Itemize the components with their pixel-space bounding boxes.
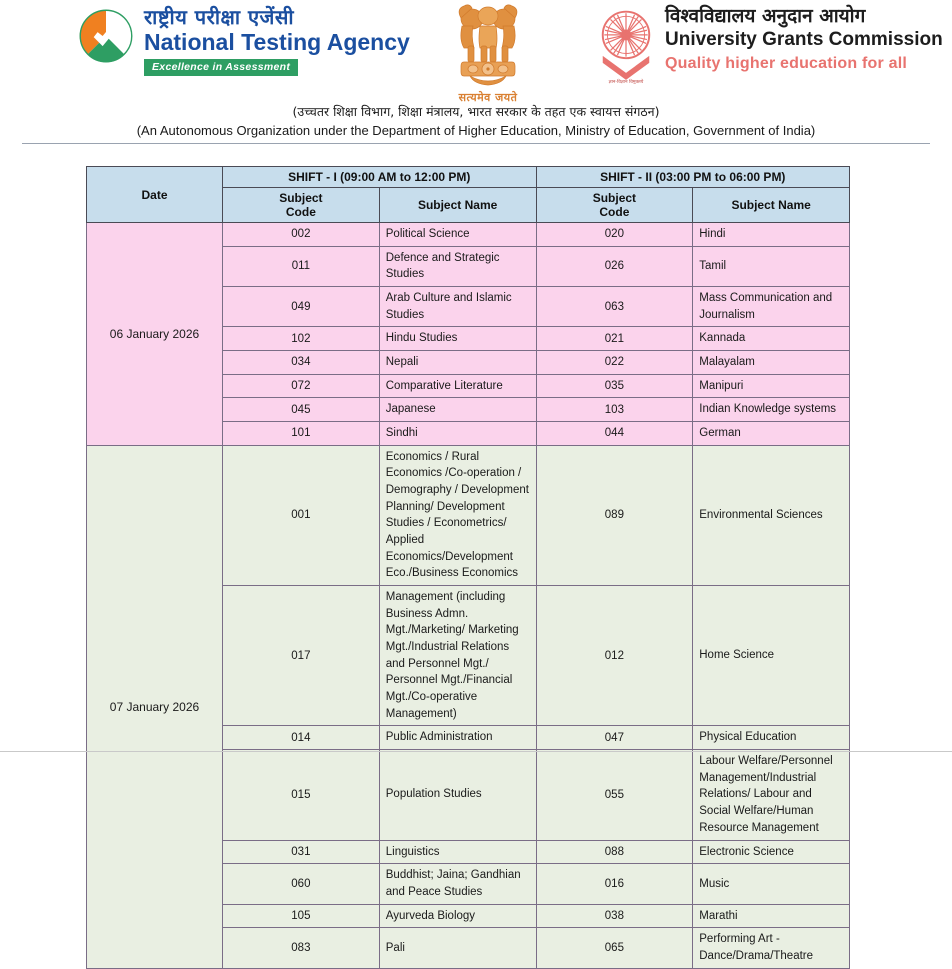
subject-code-shift1: 102 bbox=[223, 327, 380, 351]
subject-name-shift2: Manipuri bbox=[693, 374, 850, 398]
subject-code-shift2: 063 bbox=[536, 287, 693, 327]
subject-code-shift2: 044 bbox=[536, 422, 693, 446]
subject-name-shift2: Music bbox=[693, 864, 850, 904]
subject-name-shift1: Defence and Strategic Studies bbox=[379, 246, 536, 286]
subject-name-shift1: Linguistics bbox=[379, 840, 536, 864]
ugc-tagline: Quality higher education for all bbox=[665, 54, 907, 72]
nta-branding bbox=[78, 6, 410, 76]
subject-name-shift1: Arab Culture and Islamic Studies bbox=[379, 287, 536, 327]
header-subject-name-shift2: Subject Name bbox=[693, 188, 850, 223]
subject-name-shift2: Malayalam bbox=[693, 351, 850, 375]
subject-name-shift2: Indian Knowledge systems bbox=[693, 398, 850, 422]
subject-code-shift2: 103 bbox=[536, 398, 693, 422]
subject-code-shift1: 060 bbox=[223, 864, 380, 904]
subject-code-shift1: 011 bbox=[223, 246, 380, 286]
nta-english-name: National Testing Agency bbox=[144, 29, 410, 55]
nta-tagline: Excellence in Assessment bbox=[144, 59, 298, 76]
subject-code-shift2: 026 bbox=[536, 246, 693, 286]
subject-code-shift2: 055 bbox=[536, 750, 693, 840]
subject-code-shift1: 002 bbox=[223, 223, 380, 247]
header-date: Date bbox=[87, 167, 223, 223]
footer-divider bbox=[0, 751, 952, 752]
subject-code-shift2: 020 bbox=[536, 223, 693, 247]
header-subject-code-line1: Subject bbox=[592, 191, 637, 205]
subject-code-shift2: 089 bbox=[536, 445, 693, 585]
exam-date-cell: 06 January 2026 bbox=[87, 223, 223, 446]
subject-code-shift1: 049 bbox=[223, 287, 380, 327]
subject-code-shift1: 105 bbox=[223, 904, 380, 928]
ugc-hindi-name: विश्वविद्यालय अनुदान आयोग bbox=[665, 5, 866, 27]
subject-code-shift1: 015 bbox=[223, 750, 380, 840]
subject-name-shift2: German bbox=[693, 422, 850, 446]
subject-code-shift2: 012 bbox=[536, 586, 693, 726]
subject-code-shift2: 038 bbox=[536, 904, 693, 928]
header-subject-code-line2: Code bbox=[285, 205, 316, 219]
subject-code-shift1: 017 bbox=[223, 586, 380, 726]
subject-name-shift2: Performing Art - Dance/Drama/Theatre bbox=[693, 928, 850, 968]
subject-name-shift2: Hindi bbox=[693, 223, 850, 247]
nta-hindi-name: राष्ट्रीय परीक्षा एजेंसी bbox=[144, 5, 295, 29]
subject-name-shift1: Comparative Literature bbox=[379, 374, 536, 398]
subject-name-shift2: Labour Welfare/Personnel Management/Industrial Relations/ Labour and Social Welfare/Human Resource Management bbox=[693, 750, 850, 840]
subject-name-shift1: Hindu Studies bbox=[379, 327, 536, 351]
table-row bbox=[87, 223, 850, 247]
subject-code-shift1: 045 bbox=[223, 398, 380, 422]
national-emblem bbox=[428, 2, 548, 105]
subject-name-shift2: Marathi bbox=[693, 904, 850, 928]
page-header bbox=[0, 0, 952, 104]
subject-name-shift2: Mass Communication and Journalism bbox=[693, 287, 850, 327]
header-subject-code-shift2 bbox=[536, 188, 693, 223]
subject-name-shift1: Ayurveda Biology bbox=[379, 904, 536, 928]
subject-name-shift1: Nepali bbox=[379, 351, 536, 375]
header-divider bbox=[22, 143, 930, 144]
header-subject-code-line1: Subject bbox=[279, 191, 323, 205]
subject-code-shift1: 072 bbox=[223, 374, 380, 398]
header-subject-code-line2: Code bbox=[599, 205, 630, 219]
exam-date-cell: 07 January 2026 bbox=[87, 445, 223, 968]
subject-name-shift2: Electronic Science bbox=[693, 840, 850, 864]
subject-code-shift2: 021 bbox=[536, 327, 693, 351]
header-subject-name-shift1: Subject Name bbox=[379, 188, 536, 223]
table-row bbox=[87, 445, 850, 585]
subject-name-shift1: Population Studies bbox=[379, 750, 536, 840]
subject-name-shift1: Political Science bbox=[379, 223, 536, 247]
svg-text:ज्ञान-विज्ञान विमुक्तये: ज्ञान-विज्ञान विमुक्तये bbox=[608, 79, 644, 84]
subject-name-shift1: Pali bbox=[379, 928, 536, 968]
header-shift-2: SHIFT - II (03:00 PM to 06:00 PM) bbox=[536, 167, 850, 188]
org-subtitle bbox=[0, 104, 952, 139]
exam-schedule-table-wrapper bbox=[86, 166, 850, 969]
subject-code-shift1: 034 bbox=[223, 351, 380, 375]
subject-name-shift1: Buddhist; Jaina; Gandhian and Peace Studies bbox=[379, 864, 536, 904]
subject-code-shift2: 065 bbox=[536, 928, 693, 968]
subject-code-shift1: 083 bbox=[223, 928, 380, 968]
subject-code-shift1: 031 bbox=[223, 840, 380, 864]
subject-code-shift2: 022 bbox=[536, 351, 693, 375]
subject-name-shift1: Public Administration bbox=[379, 726, 536, 750]
table-header-row-top bbox=[87, 167, 850, 188]
subject-code-shift2: 088 bbox=[536, 840, 693, 864]
subject-code-shift1: 014 bbox=[223, 726, 380, 750]
subject-name-shift2: Tamil bbox=[693, 246, 850, 286]
subject-name-shift2: Environmental Sciences bbox=[693, 445, 850, 585]
subject-code-shift1: 001 bbox=[223, 445, 380, 585]
subject-name-shift1: Japanese bbox=[379, 398, 536, 422]
org-subtitle-hindi: (उच्चतर शिक्षा विभाग, शिक्षा मंत्रालय, भारत सरकार के तहत एक स्वायत्त संगठन) bbox=[292, 104, 660, 119]
subject-code-shift1: 101 bbox=[223, 422, 380, 446]
exam-schedule-table bbox=[86, 166, 850, 969]
subject-code-shift2: 035 bbox=[536, 374, 693, 398]
ugc-branding bbox=[595, 6, 943, 84]
header-subject-code-shift1 bbox=[223, 188, 380, 223]
subject-name-shift2: Kannada bbox=[693, 327, 850, 351]
subject-name-shift1: Economics / Rural Economics /Co-operation / Demography / Development Planning/ Development Studies / Econometrics/ Applied Economics/Development Eco./Business Economics bbox=[379, 445, 536, 585]
emblem-motto: सत्यमेव जयते bbox=[458, 91, 518, 104]
ugc-logo-icon bbox=[595, 6, 657, 84]
table-head bbox=[87, 167, 850, 223]
subject-code-shift2: 047 bbox=[536, 726, 693, 750]
header-shift-1: SHIFT - I (09:00 AM to 12:00 PM) bbox=[223, 167, 537, 188]
subject-name-shift2: Home Science bbox=[693, 586, 850, 726]
table-body bbox=[87, 223, 850, 969]
org-subtitle-english: (An Autonomous Organization under the Department of Higher Education, Ministry of Education, Government of India) bbox=[136, 122, 816, 138]
ugc-english-name: University Grants Commission bbox=[665, 28, 943, 50]
subject-name-shift1: Management (including Business Admn. Mgt./Marketing/ Marketing Mgt./Industrial Relations and Personnel Mgt./ Personnel Mgt./Financial Mgt./Co-operative Management) bbox=[379, 586, 536, 726]
nta-logo-icon bbox=[78, 8, 134, 64]
subject-code-shift2: 016 bbox=[536, 864, 693, 904]
subject-name-shift2: Physical Education bbox=[693, 726, 850, 750]
ashoka-lion-capital-icon bbox=[440, 2, 536, 94]
subject-name-shift1: Sindhi bbox=[379, 422, 536, 446]
